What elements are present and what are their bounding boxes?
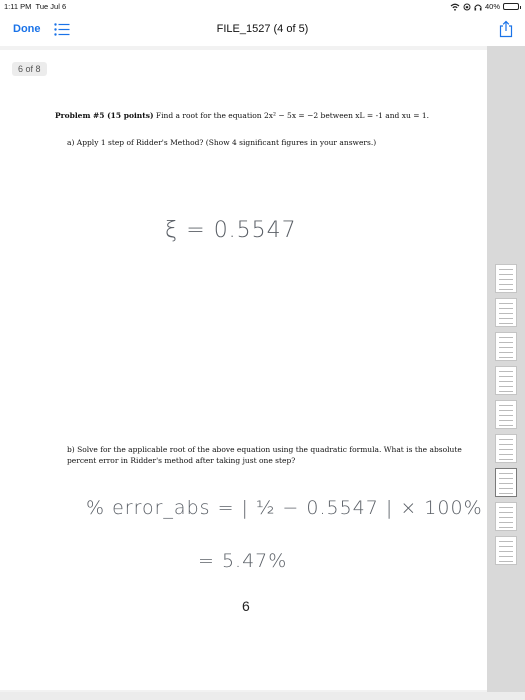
done-button[interactable]: Done [13,23,41,35]
thumbnail-line [499,357,513,358]
thumbnail-line [499,352,513,353]
thumbnail-line [499,274,513,275]
handwritten-error-formula: % error_abs = | ½ − 0.5547 | × 100% [86,497,483,519]
thumbnail-line [499,449,513,450]
thumbnail-line [499,512,513,513]
page-thumbnail-rail[interactable] [487,46,525,692]
page-thumbnail[interactable] [495,366,517,395]
thumbnail-line [499,381,513,382]
page-thumbnail[interactable] [495,298,517,327]
thumbnail-line [499,527,513,528]
thumbnail-line [499,279,513,280]
thumbnail-line [499,420,513,421]
thumbnail-line [499,561,513,562]
status-date: Tue Jul 6 [35,2,67,11]
thumbnail-line [499,459,513,460]
thumbnail-line [499,488,513,489]
thumbnail-line [499,454,513,455]
thumbnail-line [499,541,513,542]
thumbnail-line [499,493,513,494]
page-thumbnail[interactable] [495,400,517,429]
status-clock: 1:11 PM [4,2,32,11]
thumbnail-line [499,371,513,372]
handwritten-root-answer: ξ = 0.5547 [165,218,297,243]
thumbnail-line [499,347,513,348]
document-title: FILE_1527 (4 of 5) [216,23,309,35]
rotation-lock-icon [463,3,471,11]
handwritten-page-number: 6 [242,598,250,614]
thumbnail-line [499,318,513,319]
thumbnail-line [499,405,513,406]
page-thumbnail[interactable] [495,502,517,531]
battery-percent: 40% [484,2,500,11]
headphones-icon [474,3,482,11]
thumbnail-line [499,444,513,445]
part-a-question: a) Apply 1 step of Ridder's Method? (Show 4 significant figures in your answers.) [67,138,377,147]
thumbnail-line [499,376,513,377]
thumbnail-line [499,269,513,270]
thumbnail-line [499,313,513,314]
problem-statement [55,110,470,121]
problem-text: Find a root for the equation 2x² − 5x = −2 between xL = -1 and xu = 1. [155,111,430,120]
thumbnail-line [499,415,513,416]
status-time [4,2,66,11]
status-indicators [450,2,519,11]
page-thumbnail[interactable] [495,536,517,565]
page-thumbnail[interactable] [495,264,517,293]
thumbnail-line [499,473,513,474]
handwritten-error-result: = 5.47% [198,550,288,572]
share-icon[interactable] [499,20,513,38]
nav-bar [0,14,525,46]
thumbnail-line [499,478,513,479]
part-b-question: b) Solve for the applicable root of the above equation using the quadratic formula. What is the absolute percent error in Ridder's method after taking just one step? [67,445,462,465]
thumbnail-line [499,386,513,387]
thumbnail-line [499,323,513,324]
problem-title: Problem #5 (15 points) [55,111,154,120]
thumbnail-line [499,425,513,426]
wifi-icon [450,3,460,11]
thumbnail-line [499,342,513,343]
thumbnail-line [499,303,513,304]
thumbnail-line [499,517,513,518]
battery-icon [503,3,519,10]
thumbnail-line [499,410,513,411]
status-bar [0,0,525,14]
thumbnail-line [499,308,513,309]
page-thumbnail[interactable] [495,434,517,463]
thumbnail-line [499,289,513,290]
thumbnail-line [499,439,513,440]
thumbnail-line [499,391,513,392]
thumbnail-line [499,551,513,552]
page-indicator: 6 of 8 [12,62,47,76]
thumbnail-line [499,556,513,557]
thumbnail-line [499,483,513,484]
thumbnail-line [499,337,513,338]
bottom-toolbar [0,692,525,700]
thumbnail-line [499,546,513,547]
thumbnail-line [499,284,513,285]
page-thumbnail[interactable] [495,332,517,361]
thumbnail-line [499,522,513,523]
thumbnail-line [499,507,513,508]
page-thumbnail[interactable] [495,468,517,497]
document-page[interactable] [0,50,487,690]
